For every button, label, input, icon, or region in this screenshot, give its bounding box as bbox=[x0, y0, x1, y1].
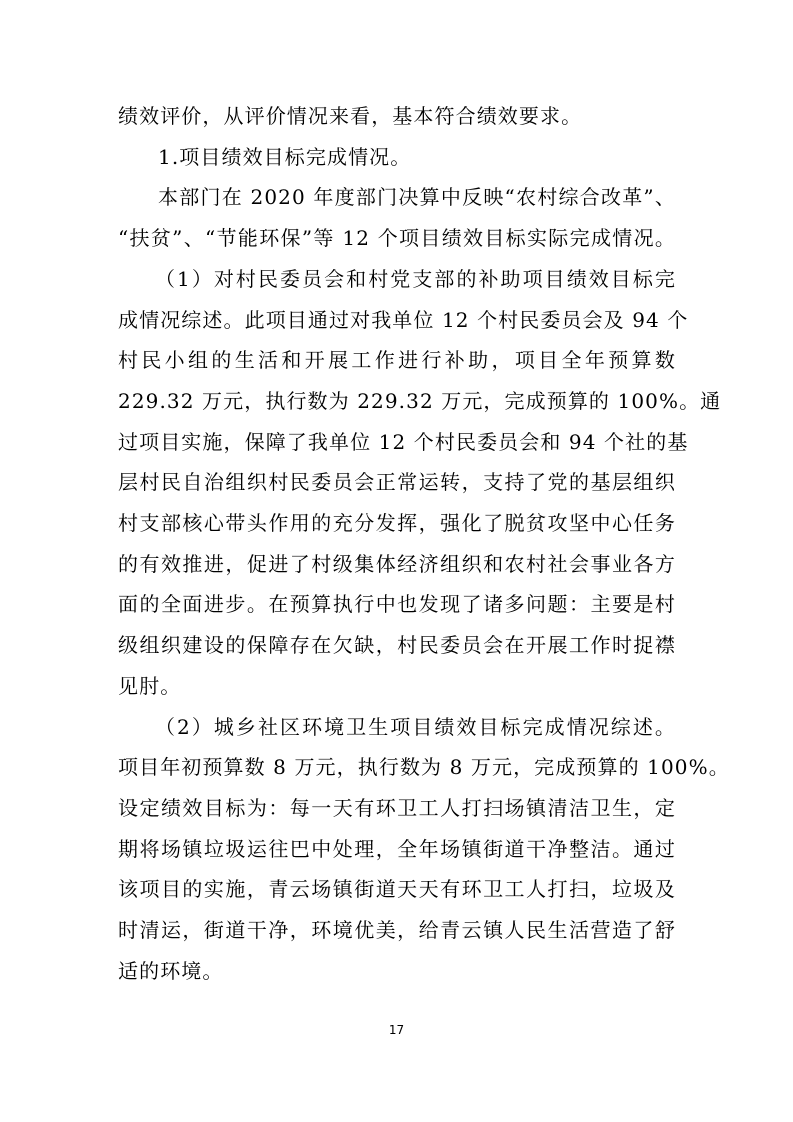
paragraph-line: 该项目的实施，青云场镇街道天天有环卫工人打扫，垃圾及 bbox=[118, 877, 676, 902]
paragraph-line: 绩效评价，从评价情况来看，基本符合绩效要求。 bbox=[118, 104, 583, 128]
paragraph-line: 229.32 万元，执行数为 229.32 万元，完成预算的 100%。通 bbox=[118, 388, 722, 413]
paragraph-line: 面的全面进步。在预算执行中也发现了诸多问题：主要是村 bbox=[118, 592, 676, 617]
paragraph-line: 村民小组的生活和开展工作进行补助，项目全年预算数 bbox=[118, 348, 676, 373]
page-number: 17 bbox=[388, 1023, 405, 1037]
paragraph-line: 本部门在 2020 年度部门决算中反映“农村综合改革”、 bbox=[158, 185, 676, 210]
paragraph-line: “扶贫”、“节能环保”等 12 个项目绩效目标实际完成情况。 bbox=[118, 226, 676, 251]
paragraph-line: 期将场镇垃圾运往巴中处理，全年场镇街道干净整洁。通过 bbox=[118, 836, 676, 861]
paragraph-line: 层村民自治组织村民委员会正常运转，支持了党的基层组织 bbox=[118, 470, 676, 495]
paragraph-line: （2）城乡社区环境卫生项目绩效目标完成情况综述。 bbox=[155, 714, 676, 739]
paragraph-line: 的有效推进，促进了村级集体经济组织和农村社会事业各方 bbox=[118, 551, 676, 576]
paragraph-line: 级组织建设的保障存在欠缺，村民委员会在开展工作时捉襟 bbox=[118, 633, 676, 658]
paragraph-line: 项目年初预算数 8 万元，执行数为 8 万元，完成预算的 100%。 bbox=[118, 755, 730, 780]
paragraph-line: 时清运，街道干净，环境优美，给青云镇人民生活营造了舒 bbox=[118, 918, 676, 942]
paragraph-line: 过项目实施，保障了我单位 12 个村民委员会和 94 个社的基 bbox=[118, 429, 689, 454]
paragraph-line: 适的环境。 bbox=[118, 958, 224, 983]
section-heading: 1.项目绩效目标完成情况。 bbox=[158, 144, 412, 169]
paragraph-line: （1）对村民委员会和村党支部的补助项目绩效目标完 bbox=[155, 266, 676, 291]
paragraph-line: 成情况综述。此项目通过对我单位 12 个村民委员会及 94 个 bbox=[118, 307, 689, 332]
paragraph-line: 见肘。 bbox=[118, 673, 182, 698]
paragraph-line: 村支部核心带头作用的充分发挥，强化了脱贫攻坚中心任务 bbox=[118, 511, 676, 535]
paragraph-line: 设定绩效目标为：每一天有环卫工人打扫场镇清洁卫生，定 bbox=[118, 795, 676, 820]
